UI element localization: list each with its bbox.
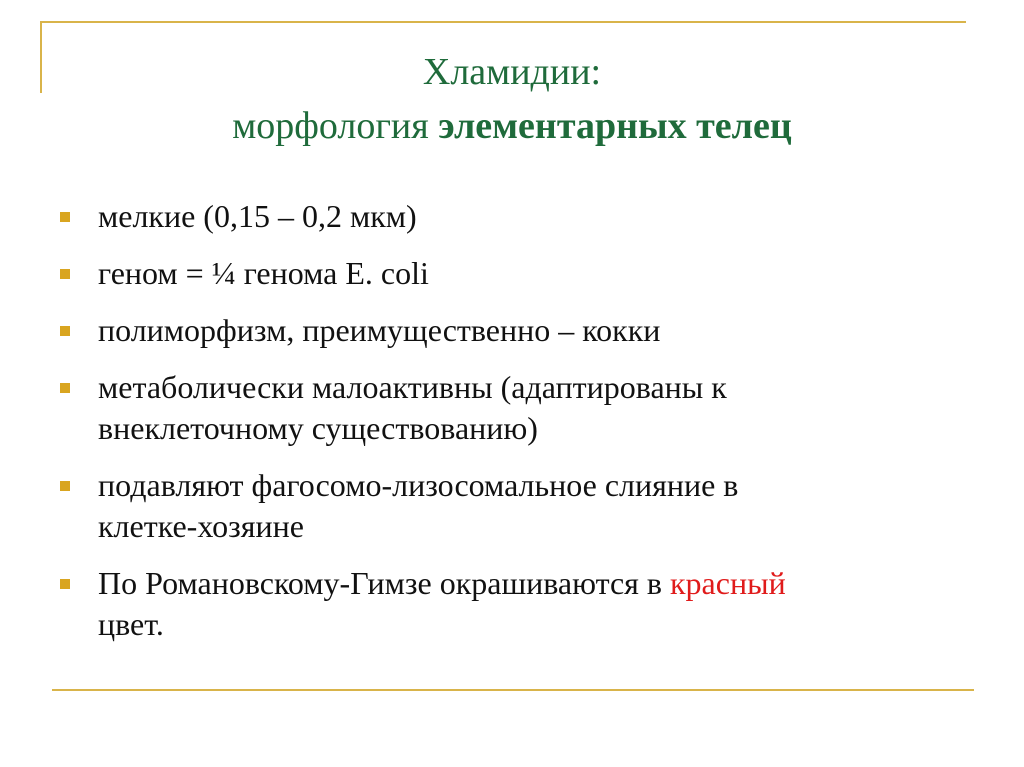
bullet-square-icon bbox=[60, 481, 70, 491]
bullet-text-line-2: клетке-хозяине bbox=[98, 508, 304, 544]
bullet-item-size bbox=[60, 196, 980, 237]
bullet-text-line-2: внеклеточному существованию) bbox=[98, 410, 538, 446]
bullet-square-icon bbox=[60, 383, 70, 393]
bullet-list bbox=[60, 196, 980, 661]
title-line-2-bold: элементарных телец bbox=[438, 105, 792, 147]
bullet-text-line-1: метаболически малоактивны (адаптированы к bbox=[98, 369, 727, 405]
bullet-text: мелкие (0,15 – 0,2 мкм) bbox=[98, 198, 417, 234]
title-line-1: Хламидии: bbox=[422, 51, 602, 93]
bullet-text-after: цвет. bbox=[98, 606, 164, 642]
title-line-2 bbox=[0, 99, 1024, 153]
bullet-square-icon bbox=[60, 212, 70, 222]
bullet-square-icon bbox=[60, 579, 70, 589]
bullet-text: полиморфизм, преимущественно – кокки bbox=[98, 312, 661, 348]
bullet-text-before: По Романовскому-Гимзе окрашиваются в bbox=[98, 565, 670, 601]
frame-bottom-line bbox=[52, 689, 974, 691]
slide-title bbox=[0, 45, 1024, 153]
bullet-item-fusion bbox=[60, 465, 980, 547]
bullet-square-icon bbox=[60, 326, 70, 336]
bullet-square-icon bbox=[60, 269, 70, 279]
frame-top-line bbox=[40, 21, 966, 23]
bullet-item-genome bbox=[60, 253, 980, 294]
bullet-text: геном = ¼ генома E. coli bbox=[98, 255, 429, 291]
bullet-item-staining bbox=[60, 563, 980, 645]
highlight-red-word: красный bbox=[670, 565, 786, 601]
bullet-item-metabolism bbox=[60, 367, 980, 449]
bullet-text-line-1: подавляют фагосомо-лизосомальное слияние в bbox=[98, 467, 739, 503]
title-line-2-regular: морфология bbox=[232, 105, 439, 147]
bullet-item-polymorphism bbox=[60, 310, 980, 351]
